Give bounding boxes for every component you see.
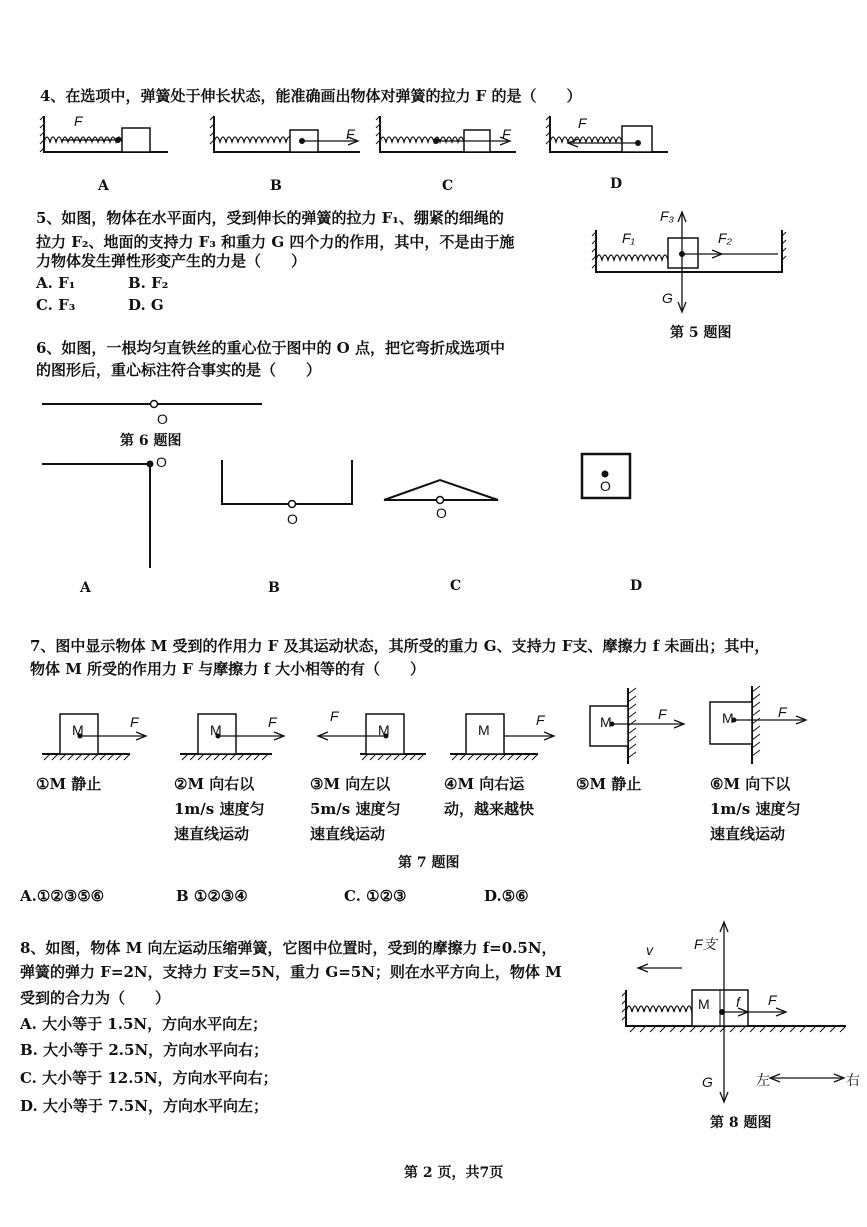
q5-caption: 第 5 题图 <box>670 325 732 341</box>
q7-panel-2-mass: M <box>210 722 222 738</box>
q4-option-c[interactable]: C <box>442 178 454 194</box>
q6-option-d-figure <box>580 452 636 502</box>
q7-panel-4-caption: ④M 向右运 动，越来越快 <box>444 775 535 818</box>
q7-panel-5-force: F <box>658 706 667 722</box>
q8-choice-d[interactable]: D. 大小等于 7.5N，方向水平向左； <box>20 1097 268 1115</box>
q6-option-a-figure <box>42 456 162 576</box>
q4-force-label-a: F <box>74 113 83 129</box>
q5-stem-line-2: 拉力 F₂、地面的支持力 F₃ 和重力 G 四个力的作用，其中，不是由于施 <box>36 233 515 251</box>
q6-caption: 第 6 题图 <box>120 433 182 449</box>
q7-panel-1-caption: ①M 静止 <box>36 775 102 793</box>
q6-option-b[interactable]: B <box>268 580 280 596</box>
q7-panel-2-caption: ②M 向右以 1m/s 速度匀 速直线运动 <box>174 775 265 843</box>
q7-panel-6-mass: M <box>722 710 734 726</box>
q8-stem-line-3: 受到的合力为（ ） <box>20 989 171 1007</box>
q7-panel-3-force: F <box>330 708 339 724</box>
q6-point-o: O <box>157 411 168 427</box>
q5-label-f1: F₁ <box>622 230 635 246</box>
q7-panel-5-caption: ⑤M 静止 <box>576 775 642 793</box>
q7-panel-1-force: F <box>130 714 139 730</box>
q5-stem-line-3: 力物体发生弹性形变产生的力是（ ） <box>36 252 307 270</box>
q4-force-label-b: F <box>346 126 355 142</box>
q4-option-a-figure <box>40 116 180 166</box>
q7-panel-3-mass: M <box>378 722 390 738</box>
q5-label-f3: F₃ <box>660 208 675 224</box>
q7-stem-line-1: 7、图中显示物体 M 受到的作用力 F 及其运动状态，其所受的重力 G、支持力 F支、摩擦力 f 未画出；其中， <box>30 637 770 655</box>
q5-choice-c[interactable]: C. F₃ <box>36 296 76 314</box>
q6-option-d-point: O <box>600 478 611 494</box>
q7-panel-3-caption: ③M 向左以 5m/s 速度匀 速直线运动 <box>310 775 401 843</box>
q7-panel-5-mass: M <box>600 714 612 730</box>
q4-force-label-c: F <box>502 126 511 142</box>
q5-choice-b[interactable]: B. F₂ <box>128 274 169 292</box>
q5-choice-a[interactable]: A. F₁ <box>36 274 76 292</box>
q8-label-F: F <box>768 992 777 1008</box>
q6-stem-line-1: 6、如图，一根均匀直铁丝的重心位于图中的 O 点，把它弯折成选项中 <box>36 339 505 357</box>
q8-label-right: 右 <box>846 1072 860 1088</box>
q8-label-f: f <box>736 994 740 1010</box>
q4-option-a[interactable]: A <box>98 178 109 194</box>
q8-caption: 第 8 题图 <box>710 1115 772 1131</box>
q7-choice-c[interactable]: C. ①②③ <box>344 887 407 905</box>
q7-panel-4-force: F <box>536 712 545 728</box>
q6-option-d[interactable]: D <box>630 578 643 594</box>
q6-option-c[interactable]: C <box>450 578 462 594</box>
q8-choice-b[interactable]: B. 大小等于 2.5N，方向水平向右； <box>20 1041 269 1059</box>
q8-choice-a[interactable]: A. 大小等于 1.5N，方向水平向左； <box>20 1015 268 1033</box>
q7-panel-4-mass: M <box>478 722 490 738</box>
q7-panel-6-figure <box>706 686 816 766</box>
page-footer: 第 2 页，共7页 <box>404 1165 504 1181</box>
q8-stem-line-1: 8、如图，物体 M 向左运动压缩弹簧，它图中位置时，受到的摩擦力 f=0.5N， <box>20 939 557 957</box>
q7-choice-d[interactable]: D.⑤⑥ <box>484 887 529 905</box>
q4-option-b[interactable]: B <box>270 178 282 194</box>
q7-panel-6-force: F <box>778 704 787 720</box>
q4-stem: 4、在选项中，弹簧处于伸长状态，能准确画出物体对弹簧的拉力 F 的是（ ） <box>40 87 582 105</box>
q4-option-d[interactable]: D <box>610 176 623 192</box>
q7-panel-5-figure <box>582 688 692 768</box>
q6-option-b-figure <box>220 460 356 510</box>
q6-straight-wire <box>42 398 264 412</box>
q4-option-d-figure <box>546 116 676 166</box>
q6-option-b-point: O <box>287 511 298 527</box>
q7-choice-a[interactable]: A.①②③⑤⑥ <box>20 887 105 905</box>
q4-force-label-d: F <box>578 115 587 131</box>
q6-option-c-point: O <box>436 505 447 521</box>
q7-panel-6-caption: ⑥M 向下以 1m/s 速度匀 速直线运动 <box>710 775 801 843</box>
q7-caption: 第 7 题图 <box>398 855 460 871</box>
q8-label-v: v <box>646 942 653 958</box>
q5-stem-line-1: 5、如图，物体在水平面内，受到伸长的弹簧的拉力 F₁、绷紧的细绳的 <box>36 209 504 227</box>
q6-option-c-figure <box>382 478 502 508</box>
q5-figure <box>592 210 792 330</box>
q8-label-fn: F支 <box>694 936 717 952</box>
q8-label-left: 左 <box>756 1072 770 1088</box>
q7-choice-b[interactable]: B ①②③④ <box>176 887 248 905</box>
q6-stem-line-2: 的图形后，重心标注符合事实的是（ ） <box>36 361 322 379</box>
q7-stem-line-2: 物体 M 所受的作用力 F 与摩擦力 f 大小相等的有（ ） <box>30 660 426 678</box>
q5-label-f2: F₂ <box>718 230 732 246</box>
q8-stem-line-2: 弹簧的弹力 F=2N，支持力 F支=5N，重力 G=5N；则在水平方向上，物体 M <box>20 963 562 981</box>
q8-figure <box>620 920 867 1120</box>
q8-label-m: M <box>698 996 710 1012</box>
q5-label-g: G <box>662 290 673 306</box>
q8-choice-c[interactable]: C. 大小等于 12.5N，方向水平向右； <box>20 1069 278 1087</box>
q6-option-a-point: O <box>156 454 167 470</box>
q5-choice-d[interactable]: D. G <box>128 296 164 314</box>
q7-panel-2-force: F <box>268 714 277 730</box>
q8-label-g: G <box>702 1074 713 1090</box>
q7-panel-1-mass: M <box>72 722 84 738</box>
q6-option-a[interactable]: A <box>80 580 91 596</box>
